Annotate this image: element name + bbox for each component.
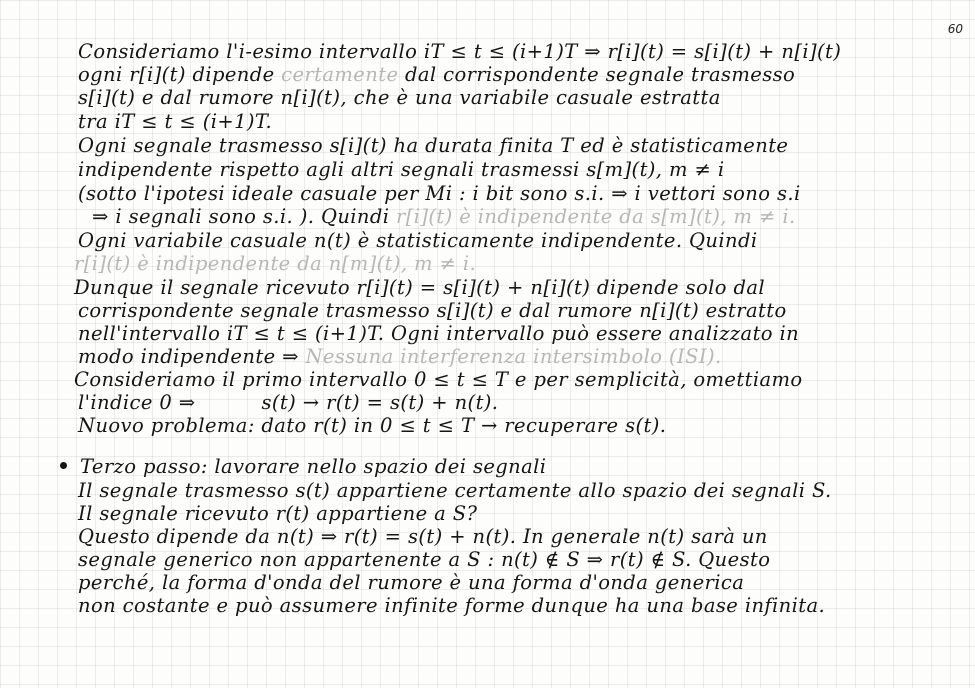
p4-line3: nell'intervallo iT ≤ t ≤ (i+1)T. Ogni intervallo può essere analizzato in: [78, 322, 800, 345]
p2-line4-highlight: r[i](t) è indipendente da s[m](t), m ≠ i.: [396, 205, 796, 228]
p6-line1: Terzo passo: lavorare nello spazio dei segnali: [80, 455, 547, 478]
p3-line1: Ogni variabile casuale n(t) è statisticamente indipendente. Quindi: [78, 229, 758, 252]
p4-line2: corrispondente segnale trasmesso s[i](t) e dal rumore n[i](t) estratto: [78, 299, 787, 322]
p1-line2: [78, 63, 795, 86]
p5-line1: Consideriamo il primo intervallo 0 ≤ t ≤ T e per semplicità, omettiamo: [74, 368, 803, 391]
p1-line1: Consideriamo l'i-esimo intervallo iT ≤ t ≤ (i+1)T ⇒ r[i](t) = s[i](t) + n[i](t): [78, 40, 842, 63]
p1-line4: tra iT ≤ t ≤ (i+1)T.: [78, 110, 273, 133]
p5-line3: Nuovo problema: dato r(t) in 0 ≤ t ≤ T → recuperare s(t).: [78, 414, 667, 437]
p4-line4-text: modo indipendente ⇒: [78, 345, 306, 368]
p2-line2: indipendente rispetto agli altri segnali trasmessi s[m](t), m ≠ i: [78, 158, 725, 181]
p1-line2-text-a: ogni r[i](t) dipende: [78, 63, 282, 86]
p3-line2: r[i](t) è indipendente da n[m](t), m ≠ i.: [74, 252, 477, 275]
p1-line2-highlight: certamente: [281, 63, 399, 86]
p4-line1: Dunque il segnale ricevuto r[i](t) = s[i](t) + n[i](t) dipende solo dal: [74, 276, 766, 299]
p6-line3: Il segnale ricevuto r(t) appartiene a S?: [78, 502, 478, 525]
p6-line5: segnale generico non appartenente a S : n(t) ∉ S ⇒ r(t) ∉ S. Questo: [78, 548, 771, 571]
p1-line3: s[i](t) e dal rumore n[i](t), che è una variabile casuale estratta: [78, 86, 721, 109]
p2-line4: [92, 205, 796, 228]
p6-line2: Il segnale trasmesso s(t) appartiene certamente allo spazio dei segnali S.: [78, 479, 832, 502]
p6-line6: perché, la forma d'onda del rumore è una forma d'onda generica: [78, 571, 745, 594]
bullet-marker: [60, 462, 67, 469]
p6-line4: Questo dipende da n(t) ⇒ r(t) = s(t) + n(t). In generale n(t) sarà un: [78, 525, 768, 548]
p6-line7: non costante e può assumere infinite forme dunque ha una base infinita.: [78, 594, 826, 617]
p5-line2: l'indice 0 ⇒ s(t) → r(t) = s(t) + n(t).: [78, 391, 499, 414]
p4-line4-highlight: Nessuna interferenza intersimbolo (ISI).: [305, 345, 722, 368]
p1-line2-text-c: dal corrispondente segnale trasmesso: [398, 63, 796, 86]
p2-line3: (sotto l'ipotesi ideale casuale per Mi : i bit sono s.i. ⇒ i vettori sono s.i: [78, 182, 801, 205]
p2-line1: Ogni segnale trasmesso s[i](t) ha durata finita T ed è statisticamente: [78, 134, 789, 157]
p2-line4-text: ⇒ i segnali sono s.i. ). Quindi: [92, 205, 397, 228]
page-number: 60: [947, 22, 963, 36]
p4-line4: [78, 345, 722, 368]
